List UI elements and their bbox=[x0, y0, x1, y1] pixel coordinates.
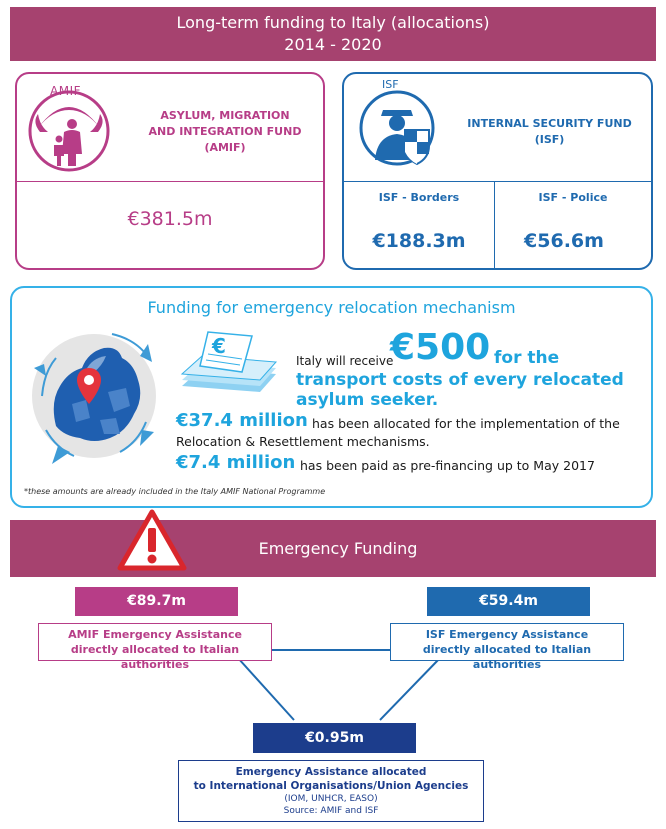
isf-emergency-amount: €59.4m bbox=[427, 587, 590, 616]
euro-banknotes-icon bbox=[172, 330, 280, 410]
amif-value: €381.5m bbox=[127, 208, 213, 230]
amount-7: €7.4 million bbox=[176, 452, 296, 473]
amif-title bbox=[130, 108, 320, 156]
amif-emergency-desc bbox=[38, 623, 272, 671]
header-title: Long-term funding to Italy (allocations) bbox=[176, 13, 490, 32]
amif-title-line: (AMIF) bbox=[204, 141, 246, 154]
amif-title-line: ASYLUM, MIGRATION bbox=[160, 109, 290, 122]
isf-title bbox=[452, 116, 647, 148]
isf-logo-label: ISF bbox=[382, 78, 399, 91]
euro-symbol: € bbox=[212, 334, 226, 358]
transport-line-1: transport costs of every relocated bbox=[296, 370, 624, 390]
isf-police-label: ISF - Police bbox=[538, 191, 608, 204]
relocation-footnote: *these amounts are already included in the Italy AMIF National Programme bbox=[24, 487, 326, 496]
text-7: has been paid as pre-financing up to May 2017 bbox=[300, 458, 595, 473]
intl-emergency-desc-line: Emergency Assistance allocated bbox=[235, 766, 427, 778]
warning-triangle-icon bbox=[116, 508, 188, 574]
amif-divider bbox=[17, 181, 323, 182]
isf-emergency-desc-line: directly allocated to Italian authorities bbox=[422, 643, 592, 671]
isf-title-line: INTERNAL SECURITY FUND bbox=[467, 117, 632, 130]
isf-police-value: €56.6m bbox=[524, 230, 604, 252]
text-37-a: has been allocated for the implementation of the bbox=[312, 416, 620, 431]
intl-emergency-agencies: (IOM, UNHCR, EASO) bbox=[284, 794, 378, 804]
isf-police-shield-icon bbox=[357, 80, 441, 170]
isf-emergency-desc-line: ISF Emergency Assistance bbox=[425, 628, 589, 641]
location-pin-icon bbox=[75, 366, 103, 406]
isf-borders-label: ISF - Borders bbox=[378, 191, 460, 204]
source-note: Source: AMIF and ISF bbox=[283, 806, 379, 816]
italy-receive-text: Italy will receive bbox=[296, 354, 394, 368]
isf-emergency-desc bbox=[390, 623, 624, 671]
amount-500: €500 bbox=[390, 327, 491, 368]
isf-title-line: (ISF) bbox=[534, 133, 565, 146]
isf-divider bbox=[344, 181, 651, 182]
amif-emergency-desc-line: directly allocated to Italian authorities bbox=[70, 643, 240, 671]
amif-title-line: AND INTEGRATION FUND bbox=[148, 125, 302, 138]
for-the-text: for the bbox=[494, 348, 560, 368]
relocation-title: Funding for emergency relocation mechanism bbox=[147, 298, 516, 317]
header-period: 2014 - 2020 bbox=[284, 35, 382, 54]
amif-emergency-amount: €89.7m bbox=[75, 587, 238, 616]
intl-emergency-amount: €0.95m bbox=[253, 723, 416, 753]
intl-emergency-desc-line: to International Organisations/Union Agencies bbox=[193, 780, 469, 792]
page-header bbox=[10, 7, 656, 61]
amount-37: €37.4 million bbox=[176, 410, 308, 431]
emergency-banner: Emergency Funding bbox=[10, 520, 656, 577]
amif-emergency-desc-line: AMIF Emergency Assistance bbox=[68, 628, 242, 641]
isf-borders-value: €188.3m bbox=[372, 230, 466, 252]
amif-logo-label: AMIF bbox=[50, 84, 82, 98]
intl-emergency-desc bbox=[178, 760, 484, 822]
text-37-b: Relocation & Resettlement mechanisms. bbox=[176, 434, 430, 449]
transport-line-2: asylum seeker. bbox=[296, 390, 439, 410]
